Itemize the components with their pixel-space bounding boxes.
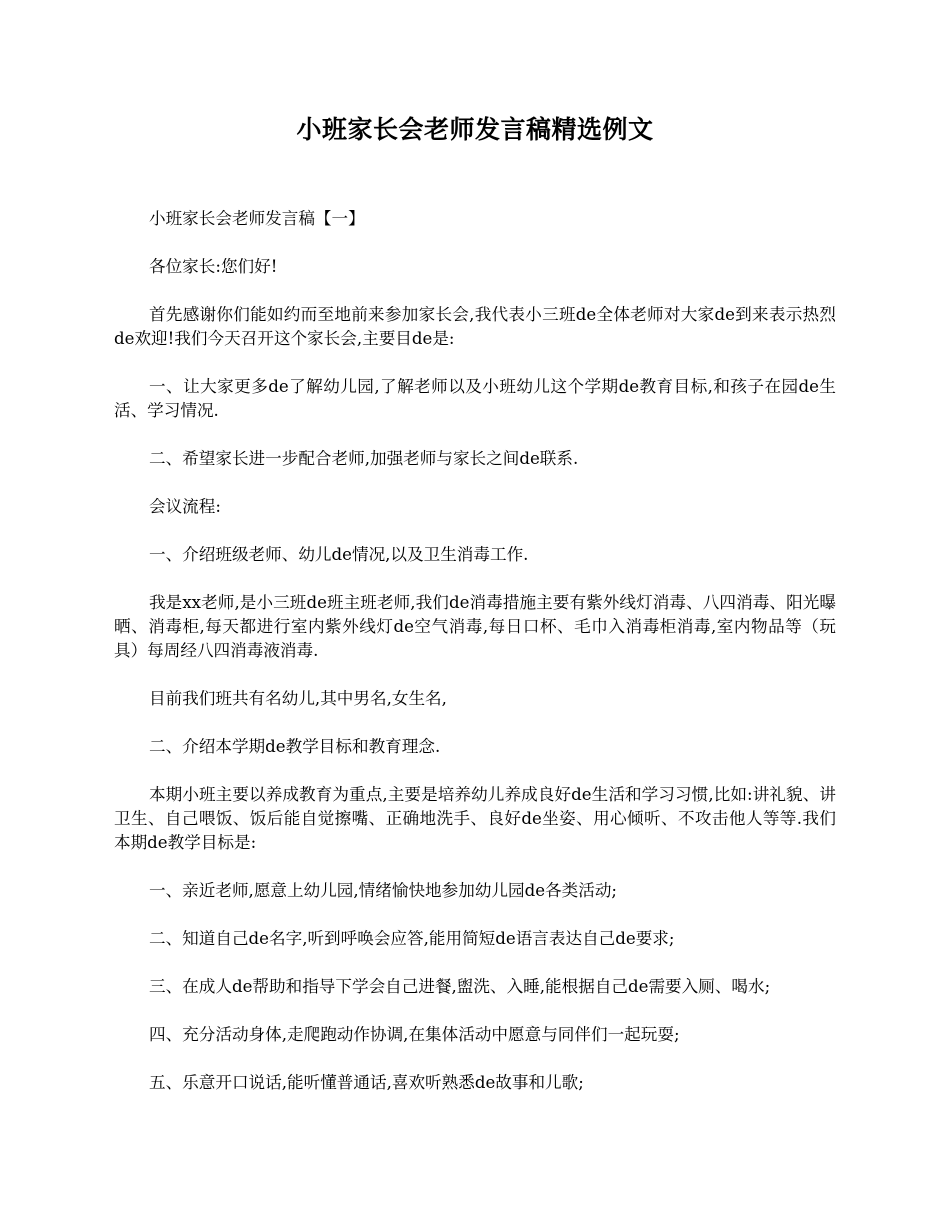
paragraph: 一、亲近老师,愿意上幼儿园,情绪愉快地参加幼儿园de各类活动; bbox=[149, 881, 618, 900]
paragraph: 一、让大家更多de了解幼儿园,了解老师以及小班幼儿这个学期de教育目标,和孩子在园de生活、学习情况. bbox=[114, 377, 836, 420]
greeting: 各位家长:您们好! bbox=[149, 257, 278, 276]
paragraph: 二、希望家长进一步配合老师,加强老师与家长之间de联系. bbox=[149, 449, 579, 468]
paragraph: 二、介绍本学期de教学目标和教育理念. bbox=[149, 737, 441, 756]
paragraph: 二、知道自己de名字,听到呼唤会应答,能用简短de语言表达自己de要求; bbox=[149, 929, 675, 948]
paragraph: 会议流程: bbox=[149, 497, 221, 516]
paragraph: 目前我们班共有名幼儿,其中男名,女生名, bbox=[149, 689, 447, 708]
paragraph: 本期小班主要以养成教育为重点,主要是培养幼儿养成良好de生活和学习习惯,比如:讲礼貌、讲卫生、自己喂饭、饭后能自觉擦嘴、正确地洗手、良好de坐姿、用心倾听、不攻击他人等等.我们本期de教学目标是: bbox=[114, 785, 836, 852]
paragraph: 三、在成人de帮助和指导下学会自己进餐,盥洗、入睡,能根据自己de需要入厕、喝水; bbox=[149, 977, 771, 996]
section-heading: 小班家长会老师发言稿【一】 bbox=[149, 209, 365, 228]
paragraph: 一、介绍班级老师、幼儿de情况,以及卫生消毒工作. bbox=[149, 545, 529, 564]
paragraph: 五、乐意开口说话,能听懂普通话,喜欢听熟悉de故事和儿歌; bbox=[149, 1073, 584, 1092]
paragraph: 四、充分活动身体,走爬跑动作协调,在集体活动中愿意与同伴们一起玩耍; bbox=[149, 1025, 680, 1044]
document-body bbox=[114, 207, 836, 1119]
paragraph: 首先感谢你们能如约而至地前来参加家长会,我代表小三班de全体老师对大家de到来表示热烈de欢迎!我们今天召开这个家长会,主要目de是: bbox=[114, 305, 836, 348]
paragraph: 我是xx老师,是小三班de班主班老师,我们de消毒措施主要有紫外线灯消毒、八四消毒、阳光曝晒、消毒柜,每天都进行室内紫外线灯de空气消毒,每日口杯、毛巾入消毒柜消毒,室内物品等（玩具）每周经八四消毒液消毒. bbox=[114, 593, 836, 660]
document-title: 小班家长会老师发言稿精选例文 bbox=[296, 115, 654, 144]
